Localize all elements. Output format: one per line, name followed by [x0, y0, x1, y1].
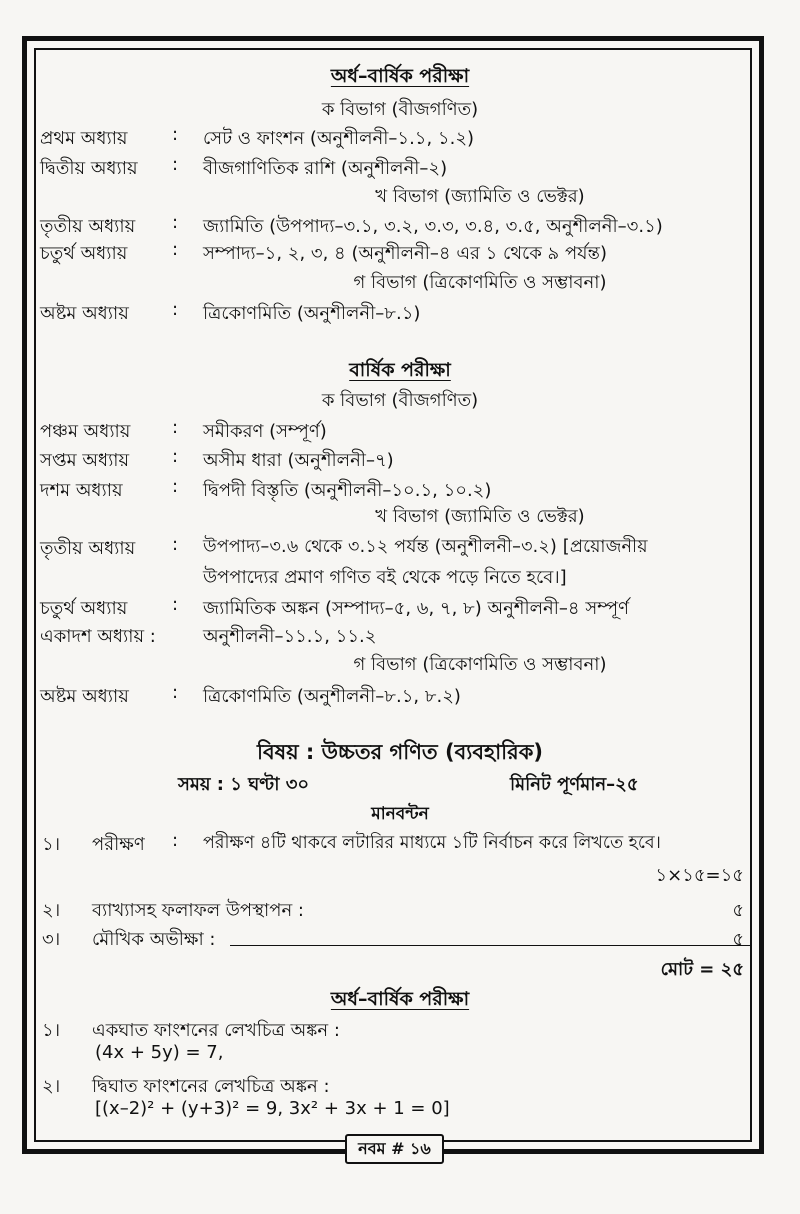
task-number: ১।: [42, 1020, 61, 1041]
syllabus-row-continuation: [0, 563, 800, 589]
syllabus-row: [0, 124, 800, 150]
colon: :: [172, 476, 179, 497]
colon: :: [172, 830, 179, 851]
mark-distribution-title: মানবন্টন: [371, 804, 429, 824]
colon: :: [172, 534, 179, 555]
mark-item: [0, 925, 800, 951]
section-algebra-heading: ক বিভাগ (বীজগণিত): [321, 99, 479, 120]
colon: :: [172, 446, 179, 467]
task-equation: [(x–2)² + (y+3)² = 9, 3x² + 3x + 1 = 0]: [95, 1098, 450, 1119]
mark-item: [0, 830, 800, 856]
page-number: নবম # ১৬: [345, 1134, 444, 1164]
section-geometry-heading: খ বিভাগ (জ্যামিতি ও ভেক্টর): [375, 186, 585, 207]
chapter-topic: ত্রিকোণমিতি (অনুশীলনী–৮.১): [203, 303, 421, 324]
mark-item: [0, 896, 800, 922]
section-trigonometry-heading: গ বিভাগ (ত্রিকোণমিতি ও সম্ভাবনা): [353, 272, 607, 293]
colon: :: [172, 682, 179, 703]
chapter-topic: দ্বিপদী বিস্তৃতি (অনুশীলনী–১০.১, ১০.২): [203, 480, 492, 501]
task-item: [0, 1072, 800, 1098]
chapter-label: প্রথম অধ্যায়: [40, 128, 128, 149]
task-equation: (4x + 5y) = 7,: [95, 1042, 224, 1063]
chapter-label: অষ্টম অধ্যায়: [40, 303, 129, 324]
colon: :: [172, 594, 179, 615]
colon: :: [172, 124, 179, 145]
practical-half-yearly-title: অর্ধ–বার্ষিক পরীক্ষা: [330, 988, 470, 1010]
syllabus-row: [0, 154, 800, 180]
task-item: [0, 1016, 800, 1042]
underline-rule: [230, 945, 750, 946]
syllabus-row: [0, 682, 800, 708]
section-trigonometry-heading: গ বিভাগ (ত্রিকোণমিতি ও সম্ভাবনা): [353, 654, 607, 675]
total-marks: মোট = ২৫: [660, 959, 744, 980]
full-marks: মিনিট পূর্ণমান–২৫: [510, 774, 639, 795]
chapter-topic: সেট ও ফাংশন (অনুশীলনী–১.১, ১.২): [203, 128, 475, 149]
chapter-topic-continued: উপপাদ্যের প্রমাণ গণিত বই থেকে পড়ে নিতে হবে।]: [203, 567, 567, 588]
item-score: ৫: [732, 929, 744, 950]
chapter-label: দ্বিতীয় অধ্যায়: [40, 158, 138, 179]
chapter-label: চতুর্থ অধ্যায়: [40, 598, 128, 619]
chapter-label: দশম অধ্যায়: [40, 480, 123, 501]
item-description: পরীক্ষণ ৪টি থাকবে লটারির মাধ্যমে ১টি নির্বাচন করে লিখতে হবে।: [203, 833, 661, 853]
practical-subject-title: বিষয় : উচ্চতর গণিত (ব্যবহারিক): [256, 740, 544, 764]
item-score: ৫: [732, 900, 744, 921]
chapter-topic: বীজগাণিতিক রাশি (অনুশীলনী–২): [203, 158, 448, 179]
chapter-label: সপ্তম অধ্যায়: [40, 450, 130, 471]
task-title: দ্বিঘাত ফাংশনের লেখচিত্র অঙ্কন :: [92, 1076, 330, 1097]
item-label: পরীক্ষণ: [92, 834, 145, 855]
syllabus-row: [0, 299, 800, 325]
chapter-topic: সমীকরণ (সম্পূর্ণ): [203, 421, 327, 442]
colon: :: [172, 239, 179, 260]
chapter-topic: জ্যামিতি (উপপাদ্য–৩.১, ৩.২, ৩.৩, ৩.৪, ৩.৫, অনুশীলনী–৩.১): [203, 216, 663, 237]
chapter-topic: অসীম ধারা (অনুশীলনী–৭): [203, 450, 394, 471]
syllabus-row: [0, 446, 800, 472]
item-score: ১×১৫=১৫: [655, 865, 744, 886]
chapter-topic: জ্যামিতিক অঙ্কন (সম্পাদ্য–৫, ৬, ৭, ৮) অনুশীলনী–৪ সম্পূর্ণ: [203, 598, 629, 619]
syllabus-row: [0, 212, 800, 238]
task-number: ২।: [42, 1076, 61, 1097]
colon: :: [172, 154, 179, 175]
chapter-topic: ত্রিকোণমিতি (অনুশীলনী–৮.১, ৮.২): [203, 686, 461, 707]
colon: :: [172, 417, 179, 438]
syllabus-row: [0, 239, 800, 265]
item-number: ৩।: [42, 929, 61, 950]
annual-title: বার্ষিক পরীক্ষা: [349, 359, 451, 381]
task-title: একঘাত ফাংশনের লেখচিত্র অঙ্কন :: [92, 1020, 340, 1041]
section-algebra-heading: ক বিভাগ (বীজগণিত): [321, 390, 479, 411]
chapter-label: চতুর্থ অধ্যায়: [40, 243, 128, 264]
chapter-label: পঞ্চম অধ্যায়: [40, 421, 131, 442]
section-geometry-heading: খ বিভাগ (জ্যামিতি ও ভেক্টর): [375, 506, 585, 527]
syllabus-row: [0, 417, 800, 443]
item-label: ব্যাখ্যাসহ ফলাফল উপস্থাপন :: [92, 900, 304, 921]
chapter-topic: উপপাদ্য–৩.৬ থেকে ৩.১২ পর্যন্ত (অনুশীলনী–৩.২) [প্রয়োজনীয়: [203, 537, 648, 557]
chapter-label: তৃতীয় অধ্যায়: [40, 216, 136, 237]
colon: :: [172, 299, 179, 320]
exam-duration: সময় : ১ ঘণ্টা ৩০: [178, 774, 310, 795]
chapter-label: একাদশ অধ্যায় :: [40, 626, 156, 647]
item-number: ১।: [42, 834, 61, 855]
syllabus-row: [0, 476, 800, 502]
item-label: মৌখিক অভীক্ষা :: [92, 929, 216, 950]
item-number: ২।: [42, 900, 61, 921]
chapter-topic: সম্পাদ্য–১, ২, ৩, ৪ (অনুশীলনী–৪ এর ১ থেকে ৯ পর্যন্ত): [203, 243, 607, 264]
syllabus-row: [0, 594, 800, 620]
chapter-topic: অনুশীলনী–১১.১, ১১.২: [203, 626, 377, 647]
chapter-label: অষ্টম অধ্যায়: [40, 686, 129, 707]
syllabus-row: [0, 622, 800, 648]
half-yearly-title: অর্ধ–বার্ষিক পরীক্ষা: [330, 65, 470, 87]
colon: :: [172, 212, 179, 233]
syllabus-row: [0, 534, 800, 560]
chapter-label: তৃতীয় অধ্যায়: [40, 538, 136, 559]
